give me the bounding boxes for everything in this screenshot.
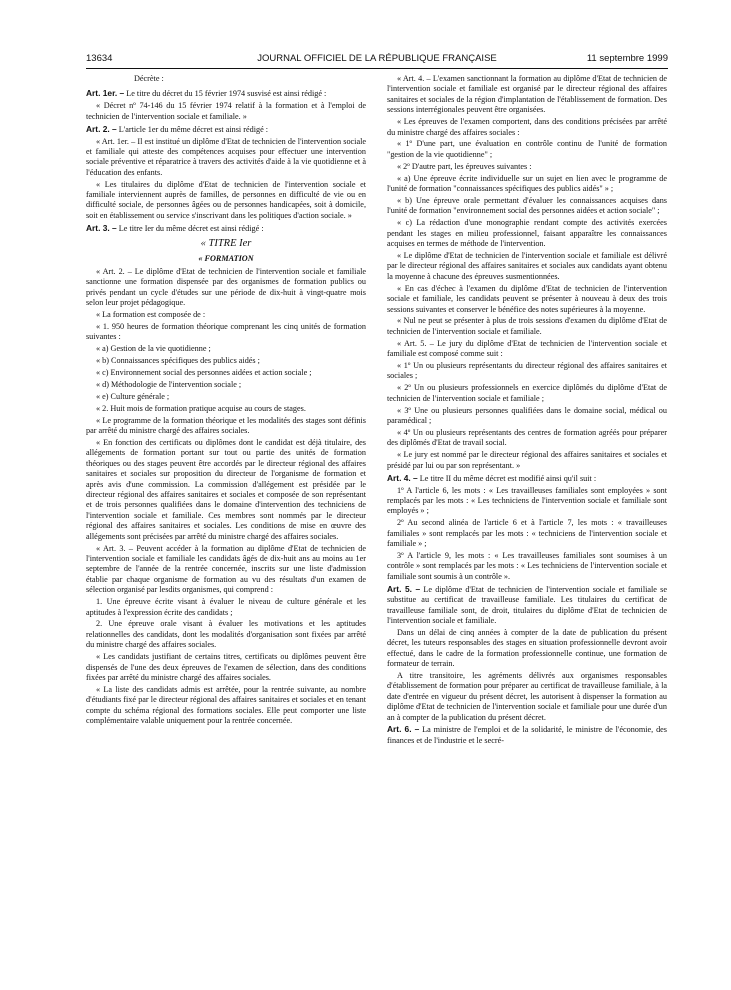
header-rule xyxy=(86,68,668,69)
journal-title: JOURNAL OFFICIEL DE LA RÉPUBLIQUE FRANÇAISE xyxy=(257,53,497,64)
paragraph: 2. Une épreuve orale visant à évaluer les motivations et les aptitudes relationnelles des candidats, dont les modalités d'organisation sont fixées par arrêté du ministre chargé des affaires sociales. xyxy=(86,619,366,650)
section-subtitle: « FORMATION xyxy=(198,253,254,263)
paragraph: 3º A l'article 9, les mots : « Les travailleuses familiales sont soumises à un contrôle » sont remplacés par les mots : « Les techniciens de l'intervention sociale et familiale sont soumis à un contrôle ». xyxy=(387,550,667,581)
paragraph: 2º Au second alinéa de l'article 6 et à l'article 7, les mots : « travailleuses familiales » sont remplacés par les mots : « techniciens de l'intervention sociale et familiale » ; xyxy=(387,518,667,549)
paragraph: Dans un délai de cinq années à compter de la date de publication du présent décret, les tuteurs responsables des stages en situation professionnelle devront avoir effectué, dans le cadre de la formation professionnelle continue, une formation de formateur de terrain. xyxy=(387,627,667,669)
section-title: « TITRE Ier xyxy=(200,238,252,250)
paragraph: « a) Une épreuve écrite individuelle sur un sujet en lien avec le programme de l'unité de formation "connaissances spécifiques des publics aidés" » ; xyxy=(387,173,667,194)
paragraph: « En cas d'échec à l'examen du diplôme d'Etat de technicien de l'intervention sociale et familiale, les candidats peuvent se présenter à nouveau à deux des trois sessions suivantes et conserver le bénéfice des notes supérieures à la moyenne. xyxy=(387,283,667,314)
article-text: Le titre Ier du même décret est ainsi rédigé : xyxy=(116,223,264,233)
article-text: Le titre II du même décret est modifié ainsi qu'il suit : xyxy=(417,473,597,483)
article-label: Art. 6. – xyxy=(387,724,420,735)
paragraph: « 2º Un ou plusieurs professionnels en exercice diplômés du diplôme d'Etat de technicien de l'intervention sociale et familiale ; xyxy=(387,383,667,403)
decree-heading: Décrète : xyxy=(134,74,164,83)
article-label: Art. 2. – xyxy=(86,123,117,134)
paragraph: « e) Culture générale ; xyxy=(96,391,170,401)
paragraph: « Les épreuves de l'examen comportent, dans des conditions précisées par arrêté du ministre chargé des affaires sociales : xyxy=(387,117,667,137)
paragraph: « a) Gestion de la vie quotidienne ; xyxy=(96,344,211,354)
paragraph: « 4º Un ou plusieurs représentants des centres de formation agréés pour préparer des diplômés d'Etat de travail social. xyxy=(387,428,667,448)
article-label: Art. 1er. – xyxy=(86,88,125,99)
article-text: L'article 1er du même décret est ainsi rédigé : xyxy=(116,124,269,134)
paragraph: « En fonction des certificats ou diplômes dont le candidat est déjà titulaire, des allégements de formation portant sur tout ou partie des unités de formation théoriques ou des stages peuvent être accordés par le directeur régional des affaires sanitaires et sociales sur proposition du directeur de l'organisme de formation et après avis d'une commission. La commission d'allégement est présidée par le directeur régional des affaires sanitaires et sociales et composée de son représentant et de trois personnes qualifiées dans le domaine d'intervention des techniciens de l'intervention sociale et familiale. Ces membres sont nommés par le directeur régional des affaires sanitaires et sociales. Les conditions de mise en œuvre des allégements sont précisées par arrêté du ministre chargé des affaires sociales. xyxy=(86,438,366,541)
paragraph: « Art. 1er. – Il est institué un diplôme d'Etat de technicien de l'intervention sociale et familiale qui atteste des compétences acquises pour effectuer une intervention sociale préventive et réparatrice à travers des activités d'aide à la vie quotidienne et à l'éducation des enfants. xyxy=(86,136,366,177)
left-text-column xyxy=(86,74,366,728)
paragraph: « Le jury est nommé par le directeur régional des affaires sanitaires et sociales et présidé par lui ou par son représentant. » xyxy=(387,450,667,470)
paragraph: « 2. Huit mois de formation pratique acquise au cours de stages. xyxy=(96,403,306,413)
paragraph: « Art. 4. – L'examen sanctionnant la formation au diplôme d'Etat de technicien de l'intervention sociale et familiale est organisé par le directeur régional des affaires sanitaires et sociales de la région d'implantation de l'établissement de formation. Des sessions interrégionales peuvent être organisées. xyxy=(387,74,667,115)
paragraph: « Art. 3. – Peuvent accéder à la formation au diplôme d'Etat de technicien de l'intervention sociale et familiale les candidats âgés de dix-huit ans au moins au 1er septembre de l'année de la rentrée concernée, inscrits sur une liste d'admission établie par chaque organisme de formation au vu des résultats d'un examen de sélection organisé par lesdits organismes, qui comprend : xyxy=(86,543,366,595)
paragraph: « 2º D'autre part, les épreuves suivantes : xyxy=(397,161,532,171)
article-label: Art. 3. – xyxy=(86,222,117,233)
paragraph: « d) Méthodologie de l'intervention sociale ; xyxy=(96,379,242,389)
paragraph: « c) Environnement social des personnes aidées et action sociale ; xyxy=(96,368,312,378)
paragraph: « La liste des candidats admis est arrêtée, pour la rentrée suivante, au nombre d'étudiants fixé par le directeur régional des affaires sanitaires et sociales et en tenant compte du schéma régional des formations sociales. Elle peut comporter une liste complémentaire valable uniquement pour la rentrée concernée. xyxy=(86,684,366,726)
paragraph: « Art. 2. – Le diplôme d'Etat de technicien de l'intervention sociale et familiale sanctionne une formation dispensée par des organismes de formation publics ou privés pendant un cycle d'études sur une période de dix-huit à vingt-quatre mois selon leur projet pédagogique. xyxy=(86,266,366,308)
article-label: Art. 4. – xyxy=(387,472,418,483)
paragraph: 1º A l'article 6, les mots : « Les travailleuses familiales sont employées » sont remplacés par les mots : « Les techniciens de l'intervention sociale et familiale sont employés » ; xyxy=(387,485,667,516)
article-paragraph xyxy=(86,124,366,135)
article-paragraph xyxy=(86,223,366,234)
paragraph: « La formation est composée de : xyxy=(96,310,206,320)
paragraph: « Art. 5. – Le jury du diplôme d'Etat de technicien de l'intervention sociale et familiale est composé comme suit : xyxy=(387,338,667,359)
paragraph: « c) La rédaction d'une monographie rendant compte des activités exercées pendant les stages en milieu professionnel, faisant apparaître les connaissances acquises en termes de méthode de l'intervention. xyxy=(387,218,667,249)
publication-date: 11 septembre 1999 xyxy=(586,53,668,64)
article-paragraph xyxy=(86,88,366,99)
paragraph: « Nul ne peut se présenter à plus de trois sessions d'examen du diplôme d'Etat de technicien de l'intervention sociale et familiale. xyxy=(387,316,667,336)
page-number: 13634 xyxy=(86,53,113,64)
paragraph: « 1. 950 heures de formation théorique comprenant les cinq unités de formation suivantes : xyxy=(86,321,366,342)
right-text-column xyxy=(387,74,667,748)
paragraph: « Les candidats justifiant de certains titres, certificats ou diplômes peuvent être dispensés de l'une des deux épreuves de l'examen de sélection, dans des conditions fixées par arrêté du ministre chargé des affaires sociales. xyxy=(86,652,366,682)
paragraph: « b) Connaissances spécifiques des publics aidés ; xyxy=(96,356,260,366)
paragraph: « 3º Une ou plusieurs personnes qualifiées dans le domaine social, médical ou paramédical ; xyxy=(387,405,667,426)
paragraph: 1. Une épreuve écrite visant à évaluer le niveau de culture générale et les aptitudes à l'expression écrite des candidats ; xyxy=(86,597,366,617)
paragraph: A titre transitoire, les agréments délivrés aux organismes responsables d'établissement de formation pour préparer au certificat de travailleuse familiale, à la date d'entrée en vigueur du présent décret, les autorisent à dispenser la formation au diplôme d'Etat de technicien de l'intervention sociale et familiale pour une durée d'un an à compter de la publication du présent décret. xyxy=(387,670,667,722)
paragraph: « Le diplôme d'Etat de technicien de l'intervention sociale et familiale est délivré par le directeur régional des affaires sanitaires et sociales aux candidats ayant obtenu la moyenne à chacune des épreuves susmentionnées. xyxy=(387,251,667,281)
paragraph: « 1º D'une part, une évaluation en contrôle continu de l'unité de formation "gestion de la vie quotidienne" ; xyxy=(387,139,667,159)
article-text: La ministre de l'emploi et de la solidarité, le ministre de l'économie, des finances et de l'industrie et le secré- xyxy=(387,725,667,745)
paragraph: « Le programme de la formation théorique et les modalités des stages sont définis par arrêté du ministre chargé des affaires sociales. xyxy=(86,415,366,436)
article-text: Le titre du décret du 15 février 1974 susvisé est ainsi rédigé : xyxy=(124,89,327,99)
page-header xyxy=(86,53,668,67)
paragraph: « 1º Un ou plusieurs représentants du directeur régional des affaires sanitaires et sociales ; xyxy=(387,361,667,381)
article-paragraph xyxy=(387,473,667,484)
paragraph: « Décret nº 74-146 du 15 février 1974 relatif à la formation et à l'emploi de technicien de l'intervention sociale et familiale. » xyxy=(86,101,366,121)
paragraph: « Les titulaires du diplôme d'Etat de technicien de l'intervention sociale et familiale interviennent auprès de familles, de personnes en difficulté de vie ou en difficulté sociale, de personnes âgées ou de personnes handicapées, soit à domicile, soit en établissement ou service s'inscrivant dans les politiques d'action sociale. » xyxy=(86,179,366,220)
article-label: Art. 5. – xyxy=(387,583,421,594)
article-paragraph xyxy=(387,584,667,627)
paragraph: « b) Une épreuve orale permettant d'évaluer les connaissances acquises dans l'unité de formation "environnement social des personnes aidées et action sociale" ; xyxy=(387,195,667,216)
article-paragraph xyxy=(387,724,667,746)
article-text: Le diplôme d'Etat de technicien de l'intervention sociale et familiale se substitue au certificat de travailleuse familiale. Les titulaires du certificat de travailleuse familiale sont, de droit, titulaires du diplôme d'Etat de technicien de l'intervention sociale et familiale. xyxy=(387,584,667,625)
